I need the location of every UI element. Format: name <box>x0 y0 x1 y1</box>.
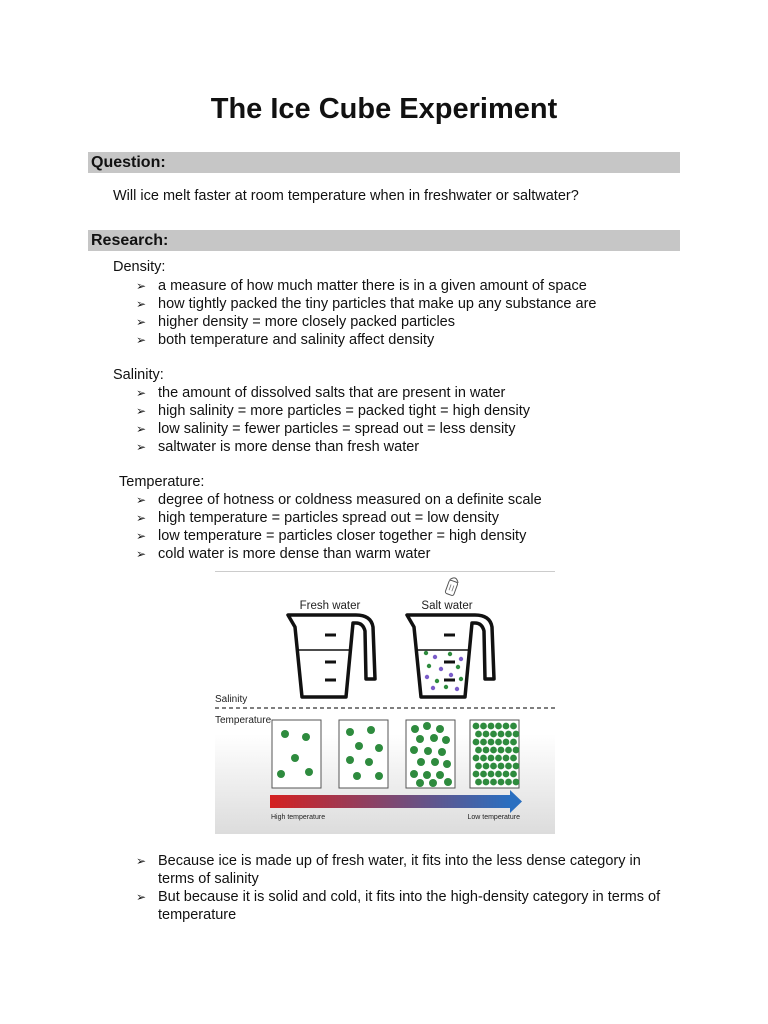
particle <box>443 760 451 768</box>
arrow-bullet-icon: ➢ <box>136 493 147 507</box>
particle <box>510 739 517 746</box>
particle <box>513 763 520 770</box>
particle <box>488 739 495 746</box>
particle <box>505 747 512 754</box>
salt-particle <box>449 673 453 677</box>
question-text: Will ice melt faster at room temperature when in freshwater or saltwater? <box>113 188 579 204</box>
particle <box>495 723 502 730</box>
particle <box>436 771 444 779</box>
high-temperature-label: High temperature <box>271 814 326 821</box>
particle <box>431 758 439 766</box>
salt-particle <box>435 679 439 683</box>
particle <box>510 755 517 762</box>
arrow-bullet-icon: ➢ <box>136 422 147 436</box>
list-item: ➢ But because it is solid and cold, it fits into the high-density category in terms of temperature <box>136 889 661 923</box>
particle <box>346 728 354 736</box>
particle <box>475 763 482 770</box>
particle <box>490 747 497 754</box>
particle <box>291 754 299 762</box>
particle <box>483 731 490 738</box>
salt-particle <box>448 652 452 656</box>
density-diagram-svg <box>215 571 555 834</box>
particle <box>483 763 490 770</box>
arrow-bullet-icon: ➢ <box>136 890 147 904</box>
arrow-bullet-icon: ➢ <box>136 333 147 347</box>
particle <box>490 763 497 770</box>
particle <box>510 723 517 730</box>
arrow-bullet-icon: ➢ <box>136 547 147 561</box>
particle <box>480 723 487 730</box>
arrow-bullet-icon: ➢ <box>136 297 147 311</box>
particle <box>490 731 497 738</box>
particle <box>480 755 487 762</box>
particle <box>488 771 495 778</box>
particle <box>411 725 419 733</box>
particle <box>505 731 512 738</box>
particle <box>473 755 480 762</box>
particle <box>480 739 487 746</box>
salt-particle <box>433 655 437 659</box>
list-item: ➢ saltwater is more dense than fresh water <box>136 439 420 455</box>
particle <box>305 768 313 776</box>
particle <box>480 771 487 778</box>
particle <box>495 771 502 778</box>
particle <box>410 746 418 754</box>
particle <box>365 758 373 766</box>
particle <box>483 779 490 786</box>
salinity-axis-label: Salinity <box>215 694 248 705</box>
question-heading: Question: <box>88 152 680 173</box>
arrow-bullet-icon: ➢ <box>136 315 147 329</box>
particle <box>490 779 497 786</box>
list-item: ➢ higher density = more closely packed particles <box>136 314 455 330</box>
particle <box>444 778 452 786</box>
list-item: ➢ degree of hotness or coldness measured on a definite scale <box>136 492 542 508</box>
list-item: ➢ both temperature and salinity affect density <box>136 332 435 348</box>
particle <box>410 770 418 778</box>
particle <box>429 779 437 787</box>
salt-particle <box>431 686 435 690</box>
particle <box>495 755 502 762</box>
salt-particle <box>456 665 460 669</box>
particle <box>473 723 480 730</box>
particle <box>346 756 354 764</box>
particle <box>475 747 482 754</box>
salt-particle <box>427 664 431 668</box>
particle <box>417 758 425 766</box>
salt-particle <box>444 685 448 689</box>
salt-particle <box>459 677 463 681</box>
particle <box>424 747 432 755</box>
particle <box>513 779 520 786</box>
temperature-label: Temperature: <box>119 474 205 490</box>
arrow-bullet-icon: ➢ <box>136 404 147 418</box>
density-list <box>136 277 596 349</box>
list-item: ➢ high temperature = particles spread out = low density <box>136 510 499 526</box>
research-heading: Research: <box>88 230 680 251</box>
particle-box-4 <box>470 720 519 788</box>
particle <box>416 779 424 787</box>
particle <box>503 755 510 762</box>
figure-background <box>215 571 555 834</box>
particle <box>281 730 289 738</box>
fresh-water-label: Fresh water <box>299 600 361 612</box>
list-item: ➢ the amount of dissolved salts that are present in water <box>136 385 506 401</box>
particle <box>498 763 505 770</box>
particle <box>438 748 446 756</box>
list-item: ➢ cold water is more dense than warm water <box>136 546 431 562</box>
arrow-bullet-icon: ➢ <box>136 511 147 525</box>
particle <box>505 763 512 770</box>
particle <box>355 742 363 750</box>
salt-particle <box>424 651 428 655</box>
particle <box>475 731 482 738</box>
particle <box>498 747 505 754</box>
particle <box>510 771 517 778</box>
particle <box>505 779 512 786</box>
particle-box-1 <box>272 720 321 788</box>
salt-particle <box>459 657 463 661</box>
particle <box>423 771 431 779</box>
particle <box>503 771 510 778</box>
arrow-bullet-icon: ➢ <box>136 386 147 400</box>
salt-particle <box>425 675 429 679</box>
particle <box>503 723 510 730</box>
particle <box>436 725 444 733</box>
particle <box>488 755 495 762</box>
particle <box>423 722 431 730</box>
salt-water-label: Salt water <box>421 600 473 612</box>
salt-particle <box>439 667 443 671</box>
particle <box>498 731 505 738</box>
particle <box>277 770 285 778</box>
salinity-list <box>136 384 530 456</box>
particle <box>416 735 424 743</box>
density-diagram <box>215 571 555 834</box>
arrow-bullet-icon: ➢ <box>136 279 147 293</box>
particle <box>503 739 510 746</box>
particle <box>367 726 375 734</box>
particle <box>375 744 383 752</box>
conclusion-list <box>136 852 676 924</box>
low-temperature-label: Low temperature <box>467 814 520 821</box>
arrow-bullet-icon: ➢ <box>136 854 147 868</box>
particle <box>302 733 310 741</box>
arrow-bullet-icon: ➢ <box>136 440 147 454</box>
particle <box>353 772 361 780</box>
particle <box>473 739 480 746</box>
salt-particle <box>455 687 459 691</box>
list-item: ➢ low temperature = particles closer together = high density <box>136 528 527 544</box>
particle <box>430 734 438 742</box>
particle <box>483 747 490 754</box>
temperature-list <box>136 491 542 563</box>
particle <box>495 739 502 746</box>
particle <box>475 779 482 786</box>
list-item: ➢ how tightly packed the tiny particles that make up any substance are <box>136 296 597 312</box>
density-label: Density: <box>113 259 166 275</box>
arrow-bullet-icon: ➢ <box>136 529 147 543</box>
salinity-label: Salinity: <box>113 367 164 383</box>
particle <box>513 731 520 738</box>
temperature-gradient-bar <box>270 795 510 808</box>
particle <box>473 771 480 778</box>
particle <box>488 723 495 730</box>
list-item: ➢ Because ice is made up of fresh water, it fits into the less dense category in terms of salinity <box>136 853 641 887</box>
particle <box>442 736 450 744</box>
particle <box>498 779 505 786</box>
temperature-axis-label: Temperature <box>215 715 272 726</box>
page-title: The Ice Cube Experiment <box>210 93 558 125</box>
particle <box>375 772 383 780</box>
list-item: ➢ low salinity = fewer particles = spread out = less density <box>136 421 516 437</box>
particle <box>513 747 520 754</box>
list-item: ➢ high salinity = more particles = packed tight = high density <box>136 403 530 419</box>
list-item: ➢ a measure of how much matter there is in a given amount of space <box>136 278 587 294</box>
